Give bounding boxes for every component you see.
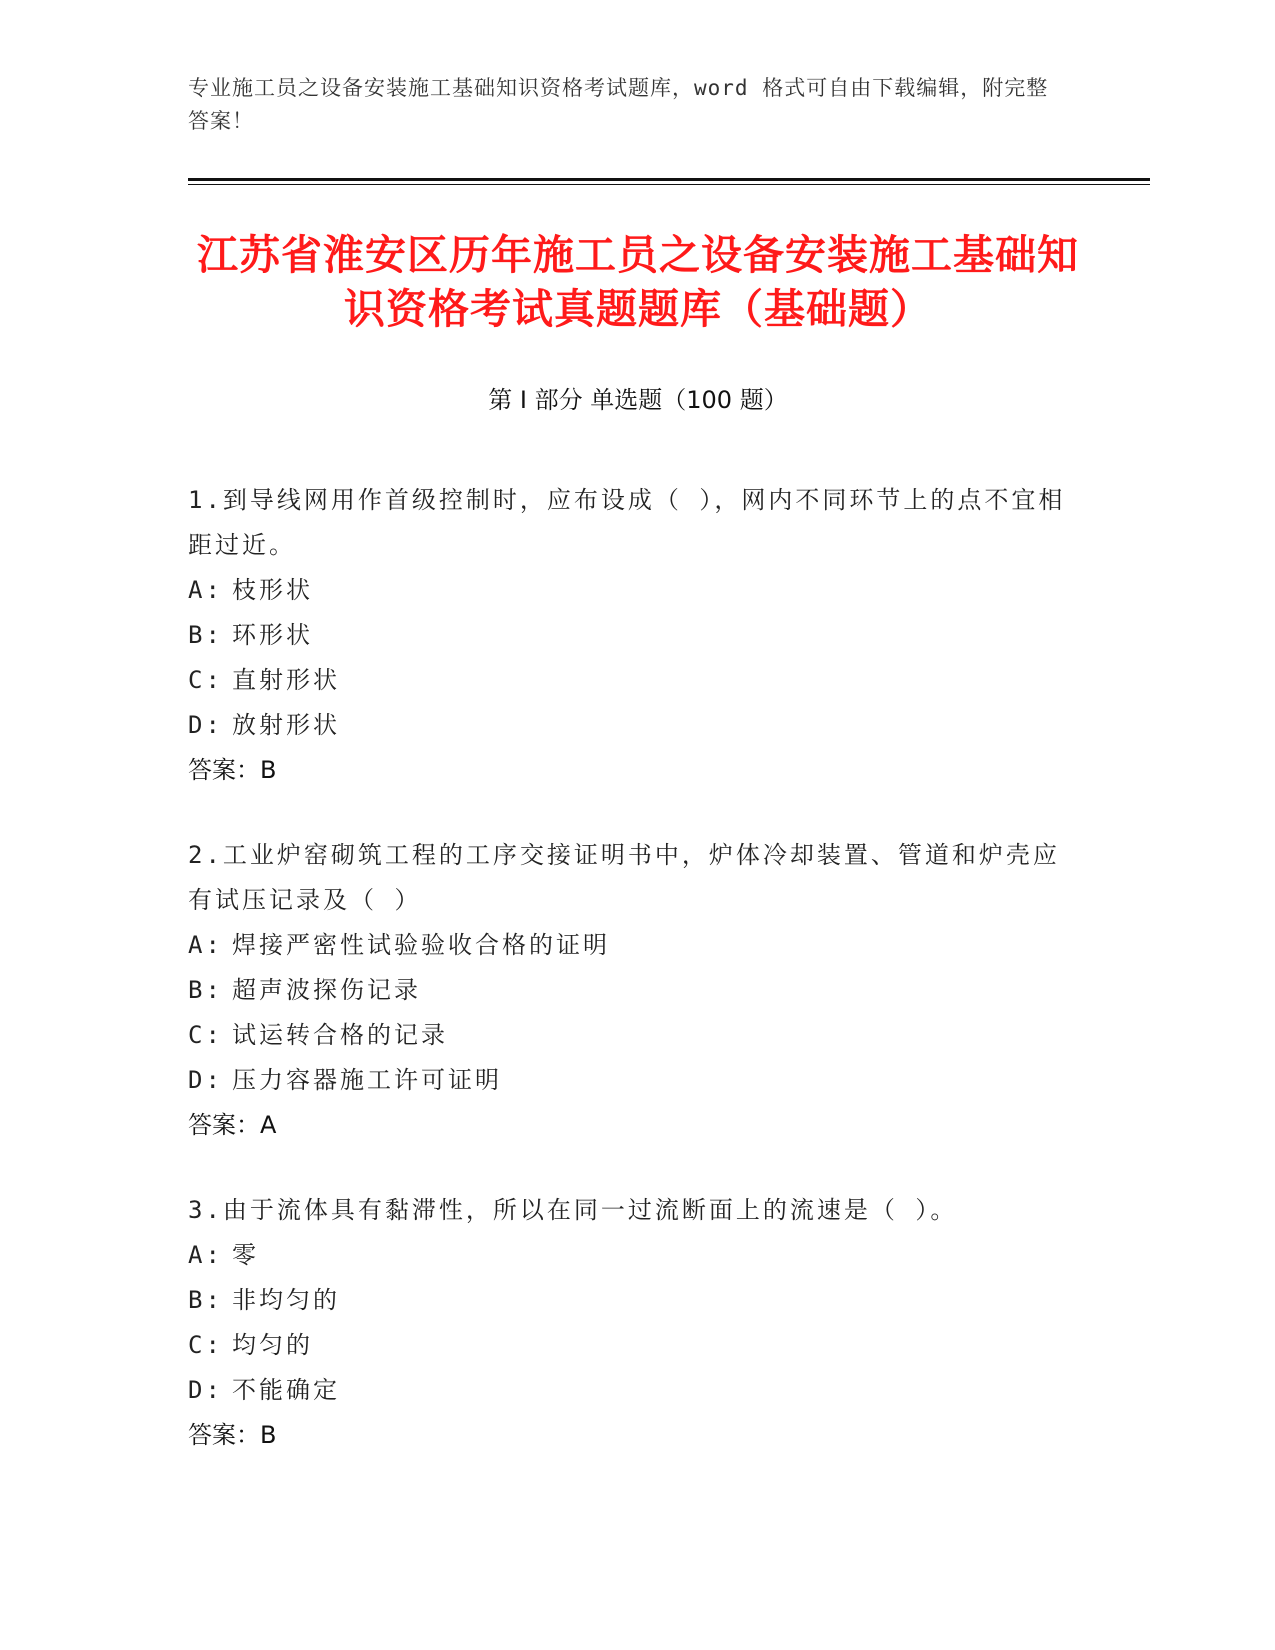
option-text: 放射形状 bbox=[232, 711, 340, 739]
option-letter: D: bbox=[188, 1066, 223, 1094]
question-stem: 3.由于流体具有黏滞性，所以在同一过流断面上的流速是（ ）。 bbox=[188, 1196, 958, 1224]
option-d bbox=[188, 1058, 1078, 1103]
header-divider-thick bbox=[188, 178, 1150, 181]
option-text: 压力容器施工许可证明 bbox=[232, 1066, 502, 1094]
option-text: 环形状 bbox=[232, 621, 313, 649]
option-text: 超声波探伤记录 bbox=[232, 976, 421, 1004]
option-text: 零 bbox=[232, 1241, 259, 1269]
option-c bbox=[188, 658, 1078, 703]
option-text: 直射形状 bbox=[232, 666, 340, 694]
option-b bbox=[188, 1278, 1078, 1323]
section-title: 第 I 部分 单选题（100 题） bbox=[488, 386, 788, 414]
option-letter: B: bbox=[188, 1286, 223, 1314]
option-text: 均匀的 bbox=[232, 1331, 313, 1359]
option-letter: C: bbox=[188, 1021, 223, 1049]
option-text: 不能确定 bbox=[232, 1376, 340, 1404]
question-list bbox=[188, 478, 1078, 1498]
option-letter: A: bbox=[188, 931, 223, 959]
answer-line: 答案：B bbox=[188, 1421, 277, 1449]
question-1 bbox=[188, 478, 1078, 793]
question-stem: 1.到导线网用作首级控制时，应布设成（ ），网内不同环节上的点不宜相距过近。 bbox=[188, 486, 1066, 559]
question-2 bbox=[188, 833, 1078, 1148]
document-title: 江苏省淮安区历年施工员之设备安装施工基础知识资格考试真题题库（基础题） bbox=[197, 231, 1079, 333]
option-letter: D: bbox=[188, 1376, 223, 1404]
option-d bbox=[188, 1368, 1078, 1413]
option-letter: D: bbox=[188, 711, 223, 739]
header-note: 专业施工员之设备安装施工基础知识资格考试题库，word 格式可自由下载编辑，附完整答案！ bbox=[188, 76, 1049, 133]
option-a bbox=[188, 568, 1078, 613]
option-d bbox=[188, 703, 1078, 748]
option-letter: A: bbox=[188, 576, 223, 604]
answer-line: 答案：B bbox=[188, 756, 277, 784]
option-text: 试运转合格的记录 bbox=[232, 1021, 448, 1049]
option-c bbox=[188, 1323, 1078, 1368]
option-text: 枝形状 bbox=[232, 576, 313, 604]
option-b bbox=[188, 613, 1078, 658]
option-a bbox=[188, 923, 1078, 968]
option-letter: A: bbox=[188, 1241, 223, 1269]
answer-line: 答案：A bbox=[188, 1111, 277, 1139]
option-letter: C: bbox=[188, 666, 223, 694]
option-letter: B: bbox=[188, 976, 223, 1004]
header-divider-thin bbox=[188, 184, 1150, 185]
option-b bbox=[188, 968, 1078, 1013]
question-3 bbox=[188, 1188, 1078, 1458]
option-letter: B: bbox=[188, 621, 223, 649]
option-letter: C: bbox=[188, 1331, 223, 1359]
question-stem: 2.工业炉窑砌筑工程的工序交接证明书中，炉体冷却装置、管道和炉壳应有试压记录及（ ） bbox=[188, 841, 1060, 914]
option-c bbox=[188, 1013, 1078, 1058]
option-text: 焊接严密性试验验收合格的证明 bbox=[232, 931, 610, 959]
option-a bbox=[188, 1233, 1078, 1278]
option-text: 非均匀的 bbox=[232, 1286, 340, 1314]
